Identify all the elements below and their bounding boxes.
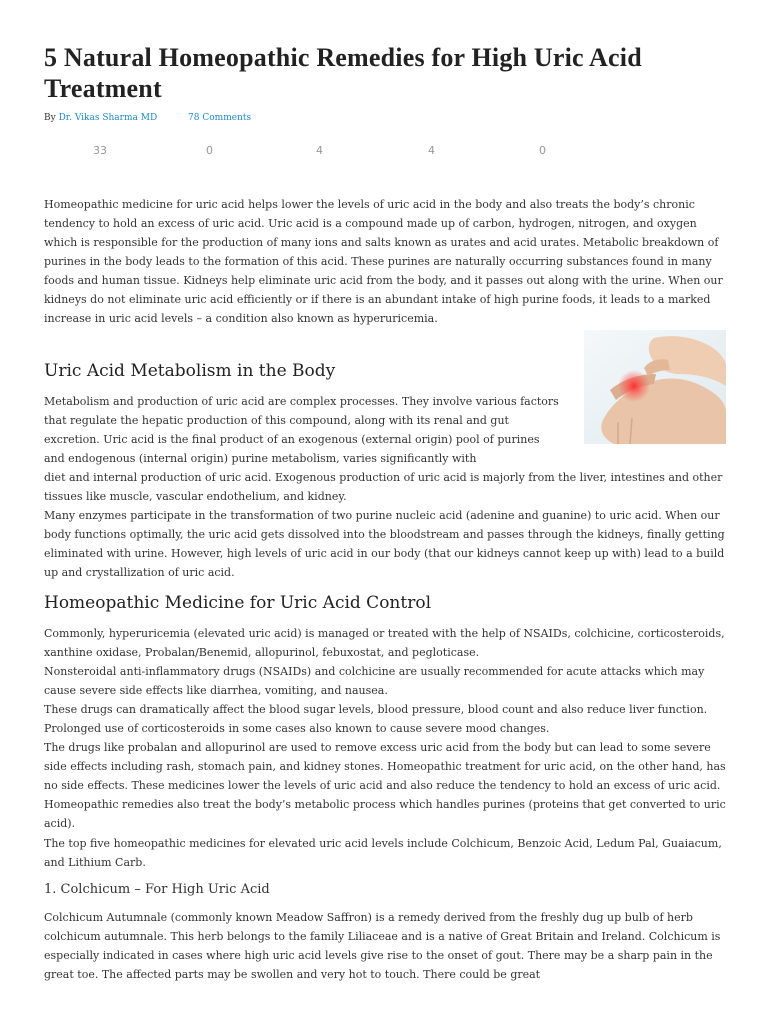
medicine-paragraph-2: Nonsteroidal anti-inflammatory drugs (NSAIDs) and colchicine are usually recommended for acute attacks which may cause severe side effects like diarrhea, vomiting, and nausea.	[44, 665, 705, 697]
intro-paragraph: Homeopathic medicine for uric acid helps lower the levels of uric acid in the body and also treats the body’s chronic tendency to hold an excess of uric acid. Uric acid is a compound made up of carbon, hydrogen, nitrogen, and oxygen which is responsible for the production of many ions and salts known as urates and acid urates. Metabolic breakdown of purines in the body leads to the formation of this acid. These purines are naturally occurring substances found in many foods and human tissue. Kidneys help eliminate uric acid from the body, and it passes out along with the urine. When our kidneys do not eliminate uric acid efficiently or if there is an abundant intake of high purine foods, it leads to a marked increase in uric acid levels – a condition also known as hyperuricemia.	[44, 198, 723, 325]
share-count-1[interactable]: 33	[93, 144, 107, 157]
article-title: 5 Natural Homeopathic Remedies for High Uric Acid Treatment	[44, 43, 642, 103]
comments-link[interactable]: 78 Comments	[188, 113, 252, 123]
share-count-5[interactable]: 0	[539, 144, 546, 157]
medicine-paragraph-4: The drugs like probalan and allopurinol are used to remove excess uric acid from the body but can lead to some severe side effects including rash, stomach pain, and kidney stones. Homeopathic treatment for uric acid, on the other hand, has no side effects. These medicines lower the levels of uric acid and also reduce the tendency to hold an excess of uric acid. Homeopathic remedies also treat the body’s metabolic process which handles purines (proteins that get converted to uric acid).	[44, 741, 726, 830]
foot-pain-illustration	[584, 330, 726, 444]
medicine-paragraph-5: The top five homeopathic medicines for elevated uric acid levels include Colchicum, Benzoic Acid, Ledum Pal, Guaiacum, and Lithium Carb.	[44, 837, 722, 869]
section-heading-colchicum: 1. Colchicum – For High Uric Acid	[44, 882, 270, 897]
metabolism-paragraph-1b: diet and internal production of uric acid. Exogenous production of uric acid is majorly from the liver, intestines and other tissues like muscle, vascular endothelium, and kidney.	[44, 471, 723, 503]
share-count-2[interactable]: 0	[206, 144, 213, 157]
section-heading-metabolism: Uric Acid Metabolism in the Body	[44, 361, 336, 381]
byline	[44, 113, 251, 123]
share-counts	[0, 144, 768, 158]
author-link[interactable]: Dr. Vikas Sharma MD	[58, 113, 158, 123]
medicine-paragraph-1: Commonly, hyperuricemia (elevated uric acid) is managed or treated with the help of NSAIDs, colchicine, corticosteroids, xanthine oxidase, Probalan/Benemid, allopurinol, febuxostat, and pegloticase.	[44, 627, 725, 659]
metabolism-paragraph-1a: Metabolism and production of uric acid are complex processes. They involve various factors that regulate the hepatic production of this compound, along with its renal and gut excretion. Uric acid is the final product of an exogenous (external origin) pool of purines and endogenous (internal origin) purine metabolism, varies significantly with	[44, 395, 559, 465]
medicine-paragraph-3: These drugs can dramatically affect the blood sugar levels, blood pressure, blood count and also reduce liver function. Prolonged use of corticosteroids in some cases also known to cause severe mood changes.	[44, 703, 708, 735]
share-count-4[interactable]: 4	[428, 144, 435, 157]
section-heading-medicine: Homeopathic Medicine for Uric Acid Control	[44, 593, 432, 613]
metabolism-paragraph-2: Many enzymes participate in the transformation of two purine nucleic acid (adenine and guanine) to uric acid. When our body functions optimally, the uric acid gets dissolved into the bloodstream and passes through the kidneys, finally getting eliminated with urine. However, high levels of uric acid in our body (that our kidneys cannot keep up with) lead to a build up and crystallization of uric acid.	[44, 509, 725, 579]
byline-label: By	[44, 113, 56, 123]
colchicum-paragraph: Colchicum Autumnale (commonly known Meadow Saffron) is a remedy derived from the freshly dug up bulb of herb colchicum autumnale. This herb belongs to the family Liliaceae and is a native of Great Britain and Ireland. Colchicum is especially indicated in cases where high uric acid levels give rise to the onset of gout. There may be a sharp pain in the great toe. The affected parts may be swollen and very hot to touch. There could be great	[44, 911, 721, 981]
foot-image	[584, 330, 726, 444]
share-count-3[interactable]: 4	[316, 144, 323, 157]
